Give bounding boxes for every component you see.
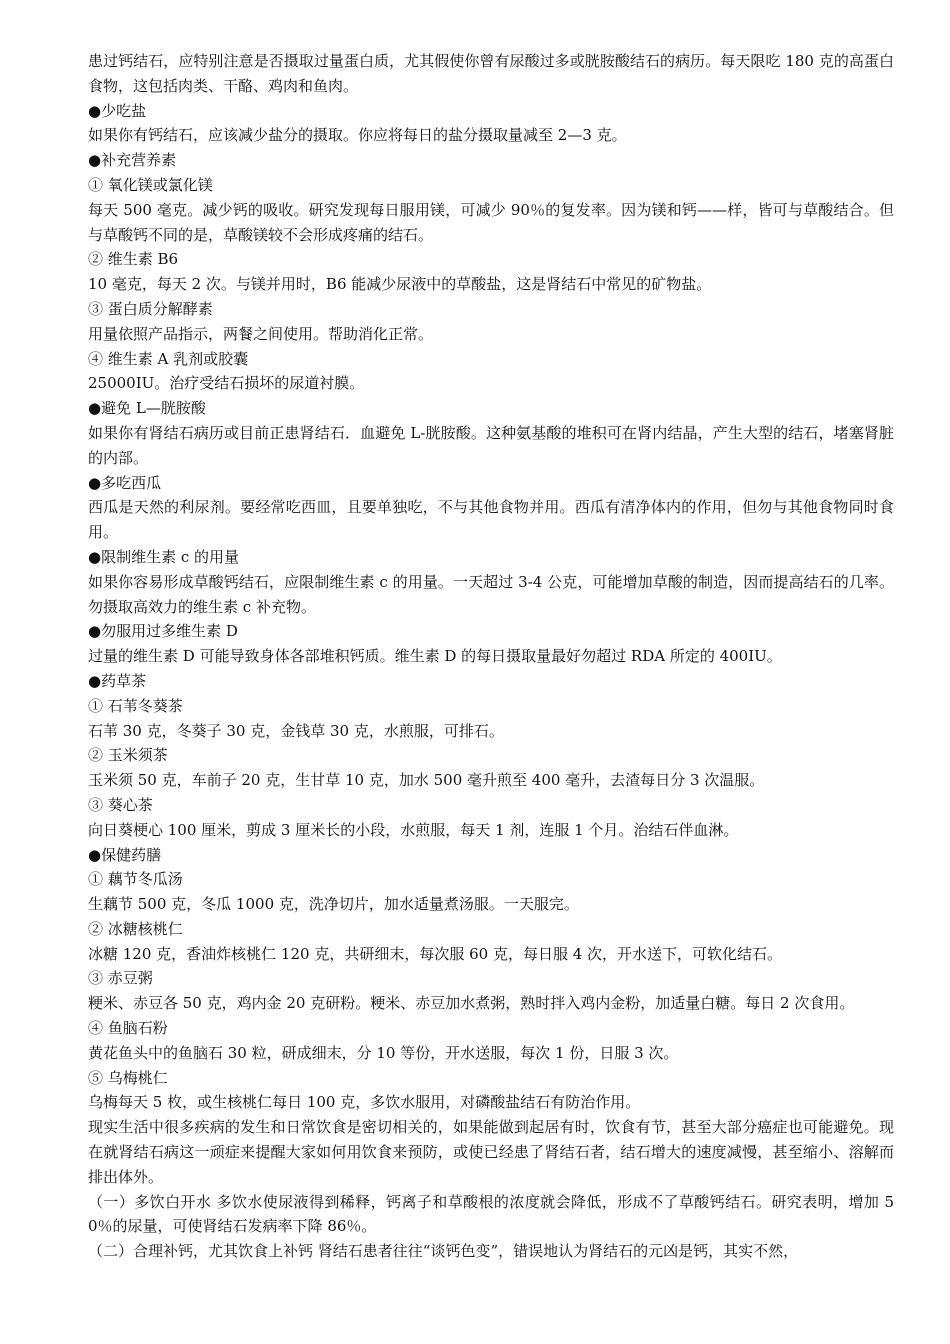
paragraph-sunflower-tea: 向日葵梗心 100 厘米，剪成 3 厘米长的小段，水煎服，每天 1 剂，连服 1 个月。治结石伴血淋。 xyxy=(88,820,739,839)
heading-watermelon: ●多吃西瓜 xyxy=(88,473,162,492)
subheading-protease: ③ 蛋白质分解酵素 xyxy=(88,299,213,318)
paragraph-pyrrosia-tea: 石苇 30 克，冬葵子 30 克，金钱草 30 克，水煎服，可排石。 xyxy=(88,721,504,740)
paragraph-plum-walnut: 乌梅每天 5 枚，或生核桃仁每日 100 克，多饮水服用，对磷酸盐结石有防治作用。 xyxy=(88,1093,641,1112)
heading-limit-vitamin-c: ●限制维生素 c 的用量 xyxy=(88,547,240,566)
paragraph-fish-otolith: 黄花鱼头中的鱼脑石 30 粒，研成细末，分 10 等份，开水送服，每次 1 份，日服 3 次。 xyxy=(88,1043,679,1062)
subheading-corn-silk-tea: ② 玉米须茶 xyxy=(88,746,168,765)
heading-herbal-tea: ●药草茶 xyxy=(88,671,147,690)
paragraph-salt: 如果你有钙结石，应该减少盐分的摄取。你应将每日的盐分摄取量减至 2—3 克。 xyxy=(88,126,627,145)
paragraph-vitamin-b6: 10 毫克，每天 2 次。与镁并用时，B6 能减少尿液中的草酸盐，这是肾结石中常见的矿物盐。 xyxy=(88,275,712,294)
subheading-magnesium: ① 氧化镁或氯化镁 xyxy=(88,175,213,194)
subheading-fish-otolith: ④ 鱼脑石粉 xyxy=(88,1019,168,1038)
paragraph-corn-silk-tea: 玉米须 50 克，车前子 20 克，生甘草 10 克，加水 500 毫升煎至 400 毫升，去渣每日分 3 次温服。 xyxy=(88,771,765,790)
paragraph-lotus-soup: 生藕节 500 克，冬瓜 1000 克，洗净切片，加水适量煮汤服。一天服完。 xyxy=(88,895,579,914)
subheading-walnut: ② 冰糖核桃仁 xyxy=(88,919,183,938)
paragraph-cystine: 如果你有肾结石病历或目前正患肾结石．血避免 L-胱胺酸。这种氨基酸的堆积可在肾内结晶，产生大型的结石，堵塞肾脏的内部。 xyxy=(88,423,894,467)
paragraph-diet-intro: 现实生活中很多疾病的发生和日常饮食是密切相关的，如果能做到起居有时，饮食有节，甚至大部分癌症也可能避免。现在就肾结石病这一顽症来提醒大家如何用饮食来预防，或使已经患了肾结石者，结石增大的速度减慢，甚至缩小、溶解而排出体外。 xyxy=(88,1118,894,1186)
paragraph-watermelon: 西瓜是天然的利尿剂。要经常吃西皿，且要单独吃，不与其他食物并用。西瓜有清净体内的作用，但勿与其他食物同时食用。 xyxy=(88,498,894,542)
paragraph-magnesium: 每天 500 毫克。减少钙的吸收。研究发现每日服用镁，可减少 90％的复发率。因为镁和钙——样，皆可与草酸结合。但与草酸钙不同的是，草酸镁较不会形成疼痛的结石。 xyxy=(88,200,894,244)
heading-avoid-cystine: ●避免 L—胱胺酸 xyxy=(88,399,206,418)
document-body xyxy=(88,49,894,1264)
paragraph-drink-water: （一）多饮白开水 多饮水使尿液得到稀释，钙离子和草酸根的浓度就会降低，形成不了草酸钙结石。研究表明，增加 50％的尿量，可使肾结石发病率下降 86％。 xyxy=(88,1192,894,1236)
heading-supplements: ●补充营养素 xyxy=(88,151,177,170)
heading-less-salt: ●少吃盐 xyxy=(88,101,147,120)
subheading-pyrrosia-tea: ① 石苇冬葵茶 xyxy=(88,696,183,715)
paragraph-vitamin-a: 25000IU。治疗受结石损坏的尿道衬膜。 xyxy=(88,374,365,393)
paragraph-walnut: 冰糖 120 克，香油炸核桃仁 120 克，共研细末，每次服 60 克，每日服 4 次，开水送下，可软化结石。 xyxy=(88,944,783,963)
paragraph-protein-limit: 患过钙结石，应特别注意是否摄取过量蛋白质，尤其假使你曾有尿酸过多或胱胺酸结石的病历。每天限吃 180 克的高蛋白食物，这包括肉类、干酪、鸡肉和鱼肉。 xyxy=(88,52,894,95)
paragraph-vitamin-d: 过量的维生素 D 可能导致身体各部堆积钙质。维生素 D 的每日摄取量最好勿超过 RDA 所定的 400IU。 xyxy=(88,647,782,666)
subheading-sunflower-tea: ③ 葵心茶 xyxy=(88,795,153,814)
subheading-plum-walnut: ⑤ 乌梅桃仁 xyxy=(88,1068,168,1087)
subheading-red-bean-porridge: ③ 赤豆粥 xyxy=(88,969,153,988)
paragraph-protease: 用量依照产品指示，两餐之间使用。帮助消化正常。 xyxy=(88,324,434,343)
paragraph-calcium: （二）合理补钙，尤其饮食上补钙 肾结石患者往往“谈钙色变”，错误地认为肾结石的元凶是钙，其实不然， xyxy=(88,1242,799,1261)
subheading-lotus-soup: ① 藕节冬瓜汤 xyxy=(88,870,183,889)
heading-medicinal-diet: ●保健药膳 xyxy=(88,845,162,864)
subheading-vitamin-a: ④ 维生素 A 乳剂或胶囊 xyxy=(88,349,249,368)
subheading-vitamin-b6: ② 维生素 B6 xyxy=(88,250,179,269)
paragraph-red-bean-porridge: 粳米、赤豆各 50 克，鸡内金 20 克研粉。粳米、赤豆加水煮粥，熟时拌入鸡内金粉，加适量白糖。每日 2 次食用。 xyxy=(88,994,855,1013)
heading-vitamin-d: ●勿服用过多维生素 D xyxy=(88,622,238,641)
paragraph-vitamin-c: 如果你容易形成草酸钙结石，应限制维生素 c 的用量。一天超过 3-4 公克，可能增加草酸的制造，因而提高结石的几率。勿摄取高效力的维生素 c 补充物。 xyxy=(88,572,894,616)
